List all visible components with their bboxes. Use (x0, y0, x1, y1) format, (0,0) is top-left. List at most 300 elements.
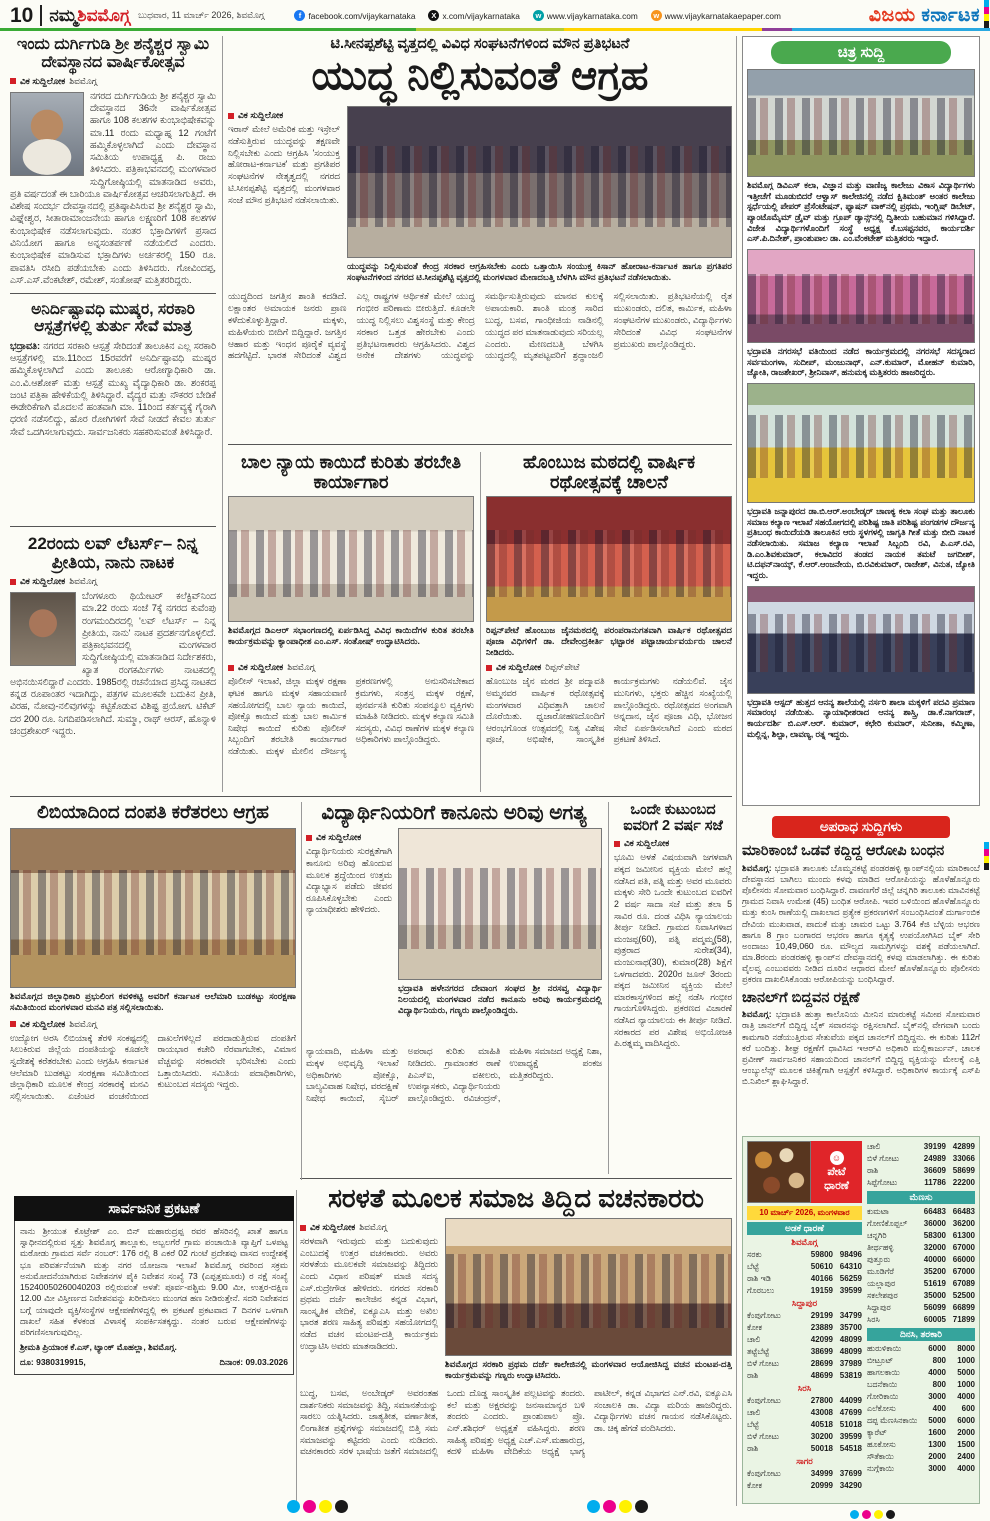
price-max: 54518 (839, 1444, 862, 1453)
byline-city: ಶಿವಮೊಗ್ಗ (69, 75, 98, 86)
article-headline: ಸರಳತೆ ಮೂಲಕ ಸಮಾಜ ತಿದ್ದಿದ ವಚನಕಾರರು (328, 1184, 704, 1213)
lead-story-row (228, 106, 732, 285)
price-rows-shimoga-cont (867, 1141, 975, 1189)
photo-caption: ಭದ್ರಾವತಿ ನಗರಸಭೆ ವತಿಯಿಂದ ನಡೆದ ಕಾರ್ಯಕ್ರಮದಲ್ಲಿ ನಗರಸಭೆ ಸದಸ್ಯರಾದ ಸರ್ವಮಂಗಳಾ, ಸುದೀಪ್, ಮಂಜುನಾಥ್, ಎನ್.ಕುಮಾರ್, ಮೋಹನ್ ಕುಮಾರಿ, ಜ್ಯೋತಿ, ರಾಜಶೇಖರ್, ಶ್ರೀನಿವಾಸ್, ಹನುಮಕ್ಕ ಮತ್ತಿತರರು ಹಾಜರಿದ್ದರು. (747, 346, 975, 378)
vegetables-section-header: ದಿನಸಿ, ತರಕಾರಿ (867, 1328, 975, 1341)
crime-section-title: ಅಪರಾಧ ಸುದ್ದಿಗಳು (772, 816, 950, 838)
x-icon: X (428, 10, 439, 21)
cyan-mark (984, 842, 989, 849)
byline (228, 110, 340, 121)
strip-purple (762, 28, 792, 31)
market-city-subheader: ಸಿದ್ದಾಪುರ (791, 1298, 818, 1308)
price-max: 66899 (952, 1303, 975, 1312)
price-rows-shimoga (747, 1249, 862, 1297)
price-min: 51619 (923, 1279, 946, 1288)
price-min: 11786 (924, 1178, 946, 1187)
byline-city: ಶಿವಮೊಗ್ಗ (69, 576, 98, 587)
price-item-name: ನುಗ್ಗೆಕಾಯಿ (867, 1464, 895, 1473)
kicker: ಟಿ.ಸೀನಪ್ಪಶೆಟ್ಟಿ ವೃತ್ತದಲ್ಲಿ ವಿವಿಧ ಸಂಘಟನೆಗಳಿಂದ ಮೌನ ಪ್ರತಿಭಟನೆ (330, 36, 630, 52)
price-item-name: ಸೌತೆಕಾಯಿ (867, 1452, 894, 1461)
price-min: 20999 (810, 1481, 833, 1490)
strip-green (0, 28, 416, 31)
notice-text: ನಾನು ಶ್ರೀಯುತ ಕೊಟ್ರೇಶ್ ಎಂ. ಬಿನ್ ಮಹಾರುದ್ರಪ್ಪ ರವರ ಹೆಸರಿನಲ್ಲಿ ಖಾತೆ ಹಾಗೂ ಸ್ವಾಧೀನದಲ್ಲಿರುವ ಸ್ವತ್ತು ಶಿವಮೊಗ್ಗ ತಾಲ್ಲೂಕು, ಅಬ್ಬಲಗೆರೆ ಗ್ರಾಮ ಪಂಚಾಯಿತಿ ವ್ಯಾಪ್ತಿಗೆ ಒಳಪಟ್ಟ ಮಠೋಡು ಗ್ರಾಮದ ಸರ್ವೆ ನಂಬರ್: 176 ರಲ್ಲಿ 8 ಎಕರೆ 02 ಗುಂಟೆ ಪ್ರದೇಶವು ವಾಸದ ಉದ್ದೇಶಕ್ಕೆ ಭೂ ಪರಿವರ್ತನೆಯಾಗಿ ಮತ್ತು ನಗರ ಯೋಜನಾ ಇಲಾಖೆ ಶಿವಮೊಗ್ಗ ರವರಿಂದ ಸಕ್ರಮ ಅನುಮೋದನೆಯಾಗಿರುವ ನಿವೇಶನಗಳ ಪೈಕಿ ನಿವೇಶನ ಸಂಖ್ಯೆ 73 (ಎಪ್ಪತ್ತಮೂರು) ರ ನಕ್ಷೆ ಸಂಖ್ಯೆ 15240050260040203 ರಲ್ಲಿರುವಂತೆ ಅಳತೆ: ಪೂರ್ವ-ಪಶ್ಚಿಮ 9.00 ಮೀ, ಉತ್ತರ-ದಕ್ಷಿಣ 12.00 ಮೀ ವಿಸ್ತೀರ್ಣದ ನಿವೇಶನವನ್ನು ಖರೀದಿಸಲು ಮುಂಗಡ ಹಣ ನೀಡಿರುತ್ತೇನೆ. ಸದರಿ ನಿವೇಶನದ ಬಗ್ಗೆ ಯಾವುದೇ ವ್ಯಕ್ತಿ/ಸಂಸ್ಥೆಗಳ ಆಕ್ಷೇಪಣೆಗಳಿದ್ದಲ್ಲಿ ಈ ಪ್ರಕಟಣೆ ಪ್ರಕಟವಾದ 7 ದಿನಗಳ ಒಳಗಾಗಿ ದಾಖಲೆ ಸಹಿತ ಕೆಳಕಂಡ ವಿಳಾಸಕ್ಕೆ ಸಂಪರ್ಕಿಸತಕ್ಕದ್ದು. ನಂತರ ಬರುವ ಆಕ್ಷೇಪಣೆಗಳನ್ನು ಪರಿಗಣಿಸಲಾಗುವುದಿಲ್ಲ. (20, 1226, 288, 1337)
price-row (867, 1403, 975, 1415)
arecanut-section-header: ಅಡಕೆ ಧಾರಣೆ (747, 1222, 862, 1235)
byline-agency: ವಿಕ ಸುದ್ದಿಲೋಕ (20, 75, 66, 86)
epaper-link[interactable] (651, 10, 781, 21)
price-max: 1000 (957, 1356, 975, 1365)
price-min: 29199 (810, 1311, 833, 1320)
article-vidya (306, 802, 602, 1174)
graduation-kids-photo (747, 586, 975, 694)
byline-city: ರಿಪ್ಪನ್‌ಪೇಟೆ (545, 662, 580, 673)
magenta-dot (862, 1510, 871, 1519)
price-item-name: ಕೆಂಪುಗೋಟು (747, 1469, 781, 1478)
masthead-color-strip (0, 28, 990, 31)
divider (228, 444, 732, 445)
price-min: 400 (932, 1404, 946, 1413)
price-min: 40166 (810, 1274, 833, 1283)
price-item-name: ರಾಶಿ ಇಡಿ (747, 1274, 771, 1283)
price-row (867, 1439, 975, 1451)
globe-icon: w (651, 10, 662, 21)
price-item-name: ಬಿಳೆ ಗೋಟು (747, 1359, 780, 1368)
price-item-name: ಕುಮಟಾ (867, 1207, 889, 1216)
price-min: 56099 (923, 1303, 946, 1312)
price-max: 58699 (952, 1166, 975, 1175)
price-max: 35700 (839, 1323, 862, 1332)
website-link[interactable] (533, 10, 638, 21)
magenta-dot (303, 1500, 316, 1513)
price-min: 50018 (810, 1444, 833, 1453)
price-row (747, 1346, 862, 1358)
yellow-dot (619, 1500, 632, 1513)
column-rule (296, 1190, 297, 1504)
yellow-mark (984, 856, 989, 863)
yellow-dot (874, 1510, 883, 1519)
chef-icon: ☺ (830, 1151, 844, 1165)
vachana-row (300, 1218, 732, 1384)
magenta-mark (984, 849, 989, 856)
price-row (747, 1334, 862, 1346)
yellow-dot (319, 1500, 332, 1513)
price-row (747, 1407, 862, 1419)
price-item-name: ಬೆಟ್ಟೆ (747, 1420, 759, 1429)
left-column (10, 36, 216, 774)
price-min: 19159 (810, 1286, 833, 1295)
photo-caption: ಶಿವಮೊಗ್ಗದ ಸರಕಾರಿ ಪ್ರಥಮ ದರ್ಜೆ ಕಾಲೇಜಿನಲ್ಲಿ ಮಂಗಳವಾರ ಆಯೋಜಿಸಿದ್ದ ವಚನ ಮಂಟಪ-ದತ್ತಿ ಕಾರ್ಯಕ್ರಮವನ್ನು ಗಣ್ಯರು ಉದ್ಘಾಟಿಸಿದರು. (445, 1359, 732, 1380)
protest-photo (347, 106, 732, 258)
price-min: 1600 (928, 1428, 946, 1437)
price-max: 52500 (952, 1291, 975, 1300)
article-headline: ಬಾಲ ನ್ಯಾಯ ಕಾಯಿದೆ ಕುರಿತು ತರಬೇತಿ ಕಾರ್ಯಾಗಾರ (241, 452, 461, 493)
price-item-name: ಹುರುಳಿಕಾಯಿ (867, 1344, 902, 1353)
byline-bullet-icon (306, 835, 312, 841)
price-item-name: ಸಿಪ್ಪೆಗೋಟು (867, 1178, 898, 1187)
logo-second-word: ಕರ್ನಾಟಕ (921, 4, 980, 26)
market-rates-box (742, 1136, 980, 1504)
strip-blue (792, 28, 990, 31)
price-max: 67000 (952, 1267, 975, 1276)
vidya-photo-block (398, 828, 602, 1042)
crime-body (742, 863, 980, 986)
price-max: 44099 (839, 1396, 862, 1405)
byline (228, 662, 474, 673)
price-row (747, 1395, 862, 1407)
byline-city: ಶಿವಮೊಗ್ಗ (69, 1018, 98, 1029)
price-min: 36609 (923, 1166, 946, 1175)
price-max: 48099 (839, 1347, 862, 1356)
cyan-dot (287, 1500, 300, 1513)
byline-bullet-icon (10, 579, 16, 585)
price-min: 42099 (810, 1335, 833, 1344)
article-mushkara (10, 301, 216, 519)
article-intro: ಸರಳವಾಗಿ ಇರುವುದು ಮತ್ತು ಬದುಕುವುದು ಎಂಬುದಕ್ಕೆ ಉತ್ತರ ವಚನಕಾರರು. ಅವರು ಸರಳತೆಯ ಮೂಲಕವೇ ಸಮಾಜವನ್ನು ತಿದ್ದಿದರು ಎಂದು ವಿಧಾನ ಪರಿಷತ್ ಮಾಜಿ ಸದಸ್ಯ ಎಸ್.ರುದ್ರೇಗೌಡ ಹೇಳಿದರು. ನಗರದ ಸರಕಾರಿ ಪ್ರಥಮ ದರ್ಜೆ ಕಾಲೇಜಿನ ಕನ್ನಡ ವಿಭಾಗ, ಸಾಂಸ್ಕೃತಿಕ ವೇದಿಕೆ, ಐಕ್ಯೂಎಸಿ ಮತ್ತು ಅಖಿಲ ಭಾರತ ಶರಣ ಸಾಹಿತ್ಯ ಪರಿಷತ್ತು ಸಹಯೋಗದಲ್ಲಿ ನಡೆದ ವಚನ ಮಂಟಪ-ದತ್ತಿ ಕಾರ್ಯಕ್ರಮ ಉದ್ಘಾಟಿಸಿ ಅವರು ಮಾತನಾಡಿದರು. (300, 1236, 438, 1351)
photo-news-box (742, 36, 980, 806)
price-max: 61300 (952, 1231, 975, 1240)
price-item-name: ಬೀಟ್ರೂಟ್ (867, 1356, 894, 1365)
registration-strip (984, 842, 989, 870)
price-row (867, 1278, 975, 1290)
market-title (811, 1141, 862, 1203)
price-max: 37699 (839, 1469, 862, 1478)
price-rows-siddapura (747, 1310, 862, 1382)
photo-caption: ಭದ್ರಾವತಿ ಹಳೇನಗರದ ದೇವಾಂಗ ಸಂಘದ ಶ್ರೀ ನರಸವ್ವ ವಿದ್ಯಾರ್ಥಿ ನಿಲಯದಲ್ಲಿ ಮಂಗಳವಾರ ನಡೆದ ಕಾನೂನು ಅರಿವು ಕಾರ್ಯಕ್ರಮದಲ್ಲಿ ವಿದ್ಯಾರ್ಥಿನಿಯರು, ಗಣ್ಯರು ಪಾಲ್ಗೊಂಡಿದ್ದರು. (398, 983, 602, 1016)
strip-yellow (564, 28, 762, 31)
facebook-icon: f (294, 10, 305, 21)
price-min: 60005 (923, 1315, 946, 1324)
article-body (10, 90, 216, 286)
byline-bullet-icon (228, 113, 234, 119)
price-max: 34799 (839, 1311, 862, 1320)
byline-bullet-icon (10, 78, 16, 84)
price-row (867, 1314, 975, 1326)
price-max: 34290 (839, 1481, 862, 1490)
market-right-column (867, 1141, 975, 1492)
price-min: 30200 (810, 1432, 833, 1441)
students-photo (398, 828, 602, 980)
price-item-name: ಚಾಲಿ (867, 1142, 881, 1151)
price-row (747, 1480, 862, 1492)
price-item-name: ಕೆಂಪುಗೋಟು (747, 1311, 781, 1320)
price-max: 66483 (952, 1207, 975, 1216)
byline (486, 662, 732, 673)
price-max: 42899 (952, 1142, 975, 1151)
cmyk-registration-dots (587, 1500, 648, 1513)
stage-event-photo (747, 249, 975, 343)
price-item-name: ಗೊರಬಲು (747, 1286, 775, 1295)
price-max: 2000 (957, 1428, 975, 1437)
price-max: 67089 (952, 1279, 975, 1288)
market-left-column (747, 1141, 862, 1492)
price-item-name: ಕೆಂಪುಗೋಟು (747, 1396, 781, 1405)
price-min: 39199 (923, 1142, 946, 1151)
price-row (747, 1261, 862, 1273)
crime-headline: ಮಾರಿಕಾಂಬೆ ಒಡವೆ ಕದ್ದಿದ್ದ ಆರೋಪಿ ಬಂಧನ (742, 843, 945, 859)
lead-intro-column (228, 106, 340, 285)
byline-bullet-icon (300, 1225, 306, 1231)
byline-bullet-icon (10, 1021, 16, 1027)
price-row (867, 1242, 975, 1254)
article-text: ನಗರದ ದುರ್ಗಿಗುಡಿಯ ಶ್ರೀ ಶನೈಶ್ಚರ ಸ್ವಾಮಿ ದೇವಸ್ಥಾನದ 36ನೇ ವಾರ್ಷಿಕೋತ್ಸವ ಹಾಗೂ 108 ಕಲಶಗಳ ಕುಂಭಾಭಿಷೇಕವನ್ನು ಮಾ.11 ರಂದು ಮಧ್ಯಾಹ್ನ 12 ಗಂಟೆಗೆ ಹಮ್ಮಿಕೊಳ್ಳಲಾಗಿದೆ ಎಂದು ದೇವಸ್ಥಾನ ಸಮಿತಿಯ ಉಪಾಧ್ಯಕ್ಷ ಪಿ. ರಾಜು ತಿಳಿಸಿದರು. ಪತ್ರಿಕಾಭವನದಲ್ಲಿ ಮಂಗಳವಾರ ಸುದ್ದಿಗೋಷ್ಠಿಯಲ್ಲಿ ಮಾತನಾಡಿದ ಅವರು, ಪ್ರತಿ ವರ್ಷದಂತೆ ಈ ಬಾರಿಯೂ ವಾರ್ಷಿಕೋತ್ಸವ ಆಚರಿಸಲಾಗುತ್ತಿದೆ. ಈ ವಿಶೇಷ ಸಂದರ್ಭ ದೇವಸ್ಥಾನದಲ್ಲಿ ಪ್ರತಿಷ್ಠಾಪಿಸಿರುವ ಶ್ರೀ ಶನೈಶ್ಚರ ಸ್ವಾಮಿ, ವಿಘ್ನೇಶ್ವರ, ಸೀತಾರಾಮಾಂಜನೇಯ ಹಾಗೂ ಲಕ್ಷ್ಮಣರಿಗೆ 108 ಕಲಶಗಳ ಕುಂಭಾಭಿಷೇಕ ನಡೆಸಲಾಗುವುದು. ನಂತರ ಭಕ್ತಾದಿಗಳಿಗೆ ಪ್ರಸಾದ ವಿನಿಯೋಗ ಹಾಗೂ ಅನ್ನಸಂತರ್ಪಣೆ ನಡೆಯಲಿದೆ ಎಂದರು. ಕುಂಭಾಭಿಷೇಕ ಮಾಡಿಸುವ ಭಕ್ತಾದಿಗಳು ಅರ್ಚಕರಲ್ಲಿ 150 ರೂ. ಪಾವತಿಸಿ ರಸೀದಿ ಪಡೆಯಬೇಕು ಎಂದು ತಿಳಿಸಿದರು. ಗೋವಿಂದಪ್ಪ, ಎಸ್.ಎಸ್.ವೆಂಕಟೇಶ್, ರಮೇಶ್, ಸಂತೋಷ್ ಮತ್ತಿತರರಿದ್ದರು. (10, 90, 216, 285)
black-mark (984, 863, 989, 870)
article-intro: ವಿದ್ಯಾರ್ಥಿನಿಯರು ಸುರಕ್ಷತೆಗಾಗಿ ಕಾನೂನು ಅರಿವು ಹೊಂದುವ ಮೂಲಕ ಶ್ರದ್ಧೆಯಿಂದ ಉತ್ತಮ ವಿದ್ಯಾಭ್ಯಾಸ ಪಡೆದು ಜೀವನ ರೂಪಿಸಿಕೊಳ್ಳಬೇಕು ಎಂದು ನ್ಯಾಯಾಧೀಶರು ಹೇಳಿದರು. (306, 846, 392, 915)
price-min: 3000 (928, 1392, 946, 1401)
price-item-name: ಬಿಳೆ ಗೋಟು (867, 1154, 900, 1163)
price-max: 37989 (839, 1359, 862, 1368)
price-max: 64310 (839, 1262, 862, 1271)
price-row (867, 1355, 975, 1367)
article-onde (614, 802, 732, 1174)
market-masthead (747, 1141, 862, 1203)
price-max: 4000 (957, 1392, 975, 1401)
price-min: 58300 (923, 1231, 946, 1240)
price-max: 71899 (952, 1315, 975, 1324)
article-text: ಬೆಂಗಳೂರು ಥಿಯೇಟರ್ ಕಲೆಕ್ಟಿವ್‌ನಿಂದ ಮಾ.22 ರಂದು ಸಂಜೆ 7ಕ್ಕೆ ನಗರದ ಕುವೆಂಪು ರಂಗಮಂದಿರದಲ್ಲಿ 'ಲವ್ ಲೆಟರ್ಸ್ – ನಿನ್ನ ಪ್ರೀತಿಯ, ನಾನು' ನಾಟಕ ಪ್ರದರ್ಶನಗೊಳ್ಳಲಿದೆ. ಪತ್ರಿಕಾಭವನದಲ್ಲಿ ಮಂಗಳವಾರ ಸುದ್ದಿಗೋಷ್ಠಿಯಲ್ಲಿ ಮಾತನಾಡಿದ ನಿರ್ದೇಶಕರು, ಖ್ಯಾತ ರಂಗಕರ್ಮಿಗಳು ನಾಟಕದಲ್ಲಿ ಅಭಿನಯಿಸಲಿದ್ದಾರೆ ಎಂದರು. 1985ರಲ್ಲಿ ರಚನೆಯಾದ ಪ್ರಸಿದ್ಧ ನಾಟಕದ ಕನ್ನಡ ರೂಪಾಂತರ ಇದಾಗಿದ್ದು, ಪತ್ರಗಳ ಮೂಲಕವೇ ಬದುಕಿನ ಪ್ರೀತಿ, ವಿರಹ, ನೋವು-ನಲಿವುಗಳನ್ನು ಕಟ್ಟಿಕೊಡುವ ವಿಶಿಷ್ಟ ಪ್ರಯೋಗ. ಟಿಕೆಟ್ ದರ 200 ರೂ. ನಿಗದಿಪಡಿಸಲಾಗಿದೆ. ಸುಮ್ಮಾ, ರಾಥ್ ಆರಸ್, ಹೊನ್ನಾಳಿ ಚಂದ್ರಶೇಖರ್ ಇದ್ದರು. (10, 591, 216, 736)
facebook-url: facebook.com/vijaykarnataka (308, 10, 416, 21)
price-item-name: ಚಾಲಿ (747, 1408, 761, 1417)
byline (10, 1019, 296, 1030)
column-rule (222, 36, 223, 792)
lead-body-text: ಯುದ್ಧದಿಂದ ಜಗತ್ತಿನ ಶಾಂತಿ ಕದಡಿದೆ. ಲಕ್ಷಾಂತರ ಅಮಾಯಕ ಜನರು ಪ್ರಾಣ ಕಳೆದುಕೊಳ್ಳುತ್ತಿದ್ದಾರೆ. ಮಕ್ಕಳು, ಮಹಿಳೆಯರು ಬೀದಿಗೆ ಬಿದ್ದಿದ್ದಾರೆ. ಜಗತ್ತಿನ ಆಹಾರ ಮತ್ತು ಇಂಧನ ಪೂರೈಕೆ ವ್ಯವಸ್ಥೆ ಹದಗೆಟ್ಟಿದೆ. ಭಾರತ ಸೇರಿದಂತೆ ವಿಶ್ವದ ಎಲ್ಲ ರಾಷ್ಟ್ರಗಳ ಆರ್ಥಿಕತೆ ಮೇಲೆ ಯುದ್ಧ ಗಂಭೀರ ಪರಿಣಾಮ ಬೀರುತ್ತಿದೆ. ಕೂಡಲೇ ಯುದ್ಧ ನಿಲ್ಲಿಸಲು ವಿಶ್ವಸಂಸ್ಥೆ ಮತ್ತು ಕೇಂದ್ರ ಸರಕಾರ ಒತ್ತಡ ಹೇರಬೇಕು ಎಂದು ಪ್ರತಿಭಟನಾಕಾರರು ಆಗ್ರಹಿಸಿದರು. ವಿಶ್ವದ ಅನೇಕ ದೇಶಗಳು ಯುದ್ಧವನ್ನು ಸಮರ್ಥಿಸುತ್ತಿರುವುದು ಮಾನವ ಕುಲಕ್ಕೆ ಅಪಾಯಕಾರಿ. ಶಾಂತಿ ಮಂತ್ರ ಸಾರಿದ ಬುದ್ಧ, ಬಸವ, ಗಾಂಧೀಜಿಯ ನಾಡಿನಲ್ಲಿ ಯುದ್ಧದ ಪರ ಮಾತನಾಡುವುದು ಸರಿಯಲ್ಲ ಎಂದರು. ಮೇಣದಬತ್ತಿ ಬೆಳಗಿಸಿ ಯುದ್ಧದಲ್ಲಿ ಮೃತಪಟ್ಟವರಿಗೆ ಶ್ರದ್ಧಾಂಜಲಿ ಸಲ್ಲಿಸಲಾಯಿತು. ಪ್ರತಿಭಟನೆಯಲ್ಲಿ ರೈತ ಮುಖಂಡರು, ದಲಿತ, ಕಾರ್ಮಿಕ, ಮಹಿಳಾ ಸಂಘಟನೆಗಳ ಮುಖಂಡರು, ವಿದ್ಯಾರ್ಥಿಗಳು ಸೇರಿದಂತೆ ವಿವಿಧ ಸಂಘಟನೆಗಳ ಪ್ರಮುಖರು ಪಾಲ್ಗೊಂಡಿದ್ದರು. (228, 291, 732, 361)
price-item-name: ಸಿರಸಿ (867, 1315, 880, 1324)
lead-photo-block (347, 106, 732, 285)
price-row (867, 1379, 975, 1391)
price-row (867, 1302, 975, 1314)
byline-bullet-icon (614, 841, 620, 847)
price-item-name: ಬದನೆಕಾಯಿ (867, 1380, 898, 1389)
notice-footer (20, 1342, 288, 1353)
divider (300, 1178, 732, 1179)
column-rule (301, 802, 302, 1180)
magenta-dot (603, 1500, 616, 1513)
byline-agency: ವಿಕ ಸುದ್ದಿಲೋಕ (20, 1018, 66, 1029)
price-rows-sirsi (747, 1395, 862, 1455)
article-text: ಪೊಲೀಸ್ ಇಲಾಖೆ, ಜಿಲ್ಲಾ ಮಕ್ಕಳ ರಕ್ಷಣಾ ಘಟಕ ಹಾಗೂ ಮಕ್ಕಳ ಸಹಾಯವಾಣಿ ಸಹಯೋಗದಲ್ಲಿ ಬಾಲ ನ್ಯಾಯ ಕಾಯಿದೆ, ಪೋಕ್ಸೊ ಕಾಯಿದೆ ಮತ್ತು ಬಾಲ ಕಾರ್ಮಿಕ ನಿಷೇಧ ಕಾಯಿದೆ ಕುರಿತು ಪೊಲೀಸ್ ಸಿಬ್ಬಂದಿಗೆ ತರಬೇತಿ ಕಾರ್ಯಾಗಾರ ನಡೆಯಿತು. ಮಕ್ಕಳ ಮೇಲಿನ ದೌರ್ಜನ್ಯ ಪ್ರಕರಣಗಳಲ್ಲಿ ಅನುಸರಿಸಬೇಕಾದ ಕ್ರಮಗಳು, ಸಂತ್ರಸ್ತ ಮಕ್ಕಳ ರಕ್ಷಣೆ, ಪುನರ್ವಸತಿ ಕುರಿತು ಸಂಪನ್ಮೂಲ ವ್ಯಕ್ತಿಗಳು ಮಾಹಿತಿ ನೀಡಿದರು. ಮಕ್ಕಳ ಕಲ್ಯಾಣ ಸಮಿತಿ ಸದಸ್ಯರು, ವಿವಿಧ ಠಾಣೆಗಳ ಮಕ್ಕಳ ಕಲ್ಯಾಣ ಅಧಿಕಾರಿಗಳು ಪಾಲ್ಗೊಂಡಿದ್ದರು. (228, 676, 474, 756)
column-rule (608, 802, 609, 1174)
x-link[interactable] (428, 10, 519, 21)
price-max: 67000 (952, 1243, 975, 1252)
notice-signer: ಶ್ರೀಮತಿ ಪ್ರಿಯಾಂಕ ಕೆ.ಎಸ್, ಟ್ಯಾಂಕ್ ಮೊಹಲ್ಲಾ, ಶಿವಮೊಗ್ಗ. (20, 1342, 177, 1353)
vachana-text-column (300, 1218, 438, 1384)
pepper-section-header: ಮೆಣಸು (867, 1191, 975, 1204)
price-row (747, 1431, 862, 1443)
price-rows-sagara (747, 1468, 862, 1492)
price-row (747, 1285, 862, 1297)
byline-agency: ವಿಕ ಸುದ್ದಿಲೋಕ (310, 1222, 356, 1233)
price-max: 22200 (952, 1178, 975, 1187)
epaper-url: www.vijaykarnatakaepaper.com (664, 10, 781, 21)
lead-intro-text: ಇರಾನ್ ಮೇಲೆ ಅಮೆರಿಕ ಮತ್ತು ಇಸ್ರೇಲ್ ನಡೆಸುತ್ತಿರುವ ಯುದ್ಧವನ್ನು ತಕ್ಷಣವೇ ನಿಲ್ಲಿಸಬೇಕು ಎಂದು ಆಗ್ರಹಿಸಿ 'ಸಂಯುಕ್ತ ಹೋರಾಟ-ಕರ್ನಾಟಕ' ಮತ್ತು ಪ್ರಗತಿಪರ ಸಂಘಟನೆಗಳ ನೇತೃತ್ವದಲ್ಲಿ ನಗರದ ಟಿ.ಸೀನಪ್ಪಶೆಟ್ಟಿ ವೃತ್ತದಲ್ಲಿ ಮಂಗಳವಾರ ಸಂಜೆ ಮೌನ ಪ್ರತಿಭಟನೆ ನಡೆಸಲಾಯಿತು. (228, 124, 340, 205)
edition-prefix: ನಮ್ಮ (49, 5, 78, 25)
temple-photo (486, 496, 732, 622)
article-text: ನಗರದ ಸರಕಾರಿ ಆಸ್ಪತ್ರೆ ಸೇರಿದಂತೆ ತಾಲೂಕಿನ ಎಲ್ಲ ಸರಕಾರಿ ಆಸ್ಪತ್ರೆಗಳಲ್ಲಿ ಮಾ.11ರಿಂದ 15ರವರೆಗೆ ಅನಿರ್ದಿಷ್ಟಾವಧಿ ಮುಷ್ಕರ ಹಮ್ಮಿಕೊಳ್ಳಲಾಗಿದೆ ಎಂದು ತಾಲೂಕು ಆರೋಗ್ಯಾಧಿಕಾರಿ ಡಾ. ಎಂ.ವಿ.ಆಶೋಕ್ ಮತ್ತು ಆಸ್ಪತ್ರೆ ಮುಖ್ಯ ವೈದ್ಯಾಧಿಕಾರಿ ಡಾ. ಶಂಕರಪ್ಪ ಜಂಟಿ ಪತ್ರಿಕಾ ಹೇಳಿಕೆಯಲ್ಲಿ ತಿಳಿಸಿದ್ದಾರೆ. ವೈದ್ಯರ ಮತ್ತು ನೌಕರರ ಬೇಡಿಕೆ ಈಡೇರಿಕೆಗಾಗಿ ಮೊದಲನೆ ಹಂತವಾಗಿ ಮಾ. 11ರಿಂದ ಕರ್ತವ್ಯಕ್ಕೆ ಗೈರಾಗಿ ಧರಣಿ ನಡೆಸಲಿದ್ದು, ಹೊರ ರೋಗಿಗಳಿಗೆ ಸೇವೆ ನೀಡದೆ ಕೇವಲ ತುರ್ತು ಸೇವೆ ಒದಗಿಸಲಾಗುವುದು. ಸಾರ್ವಜನಿಕರು ಸಹಕರಿಸುವಂತೆ ತಿಳಿಸಿದ್ದಾರೆ. (10, 340, 216, 437)
masthead (10, 3, 980, 28)
crime-text: ಭದ್ರಾವತಿ ಹುತ್ತಾ ಕಾಲೊನಿಯ ಮೀನಿನ ಮಾರುಕಟ್ಟೆ ಸಮೀಪ ಸೋಮವಾರ ರಾತ್ರಿ ಚಾನಲ್‌ಗೆ ಬಿದ್ದಿದ್ದ ಬೈಕ್ ಸವಾರನನ್ನು ರಕ್ಷಿಸಲಾಗಿದೆ. ಬೈಕ್‌ನಲ್ಲಿ ವೇಗವಾಗಿ ಬಂದು ಕಾಮಗಾರಿ ನಡೆಯುತ್ತಿರುವ ಸೇತುವೆಯ ಪಕ್ಕದ ಚಾನಲ್‌ಗೆ ಬಿದ್ದಿದ್ದನು. ಈ ಕುರಿತು 112ಗೆ ಕರೆ ಬಂದಿತ್ತು. ಶೀಘ್ರ ರಕ್ಷಣೆಗೆ ಧಾವಿಸಿದ ಇಆರ್‌ವಿ ಅಧಿಕಾರಿ ಮಲ್ಲಿಕಾರ್ಜುನ್, ಚಾಲಕ ಪ್ರವೀಣ್ ಸಾರ್ವಜನಿಕರ ಸಹಾಯದಿಂದ ಚಾನಲ್‌ಗೆ ಬಿದ್ದಿದ್ದ ವ್ಯಕ್ತಿಯನ್ನು ಮೇಲಕ್ಕೆ ಎತ್ತಿ ಆಂಬ್ಯುಲೆನ್ಸ್ ಮೂಲಕ ಚಿಕಿತ್ಸೆಗಾಗಿ ಆಸ್ಪತ್ರೆಗೆ ಕಳಿಸಿದ್ದಾರೆ. ಅಧಿಕಾರಿಗಳ ಕಾರ್ಯಕ್ಕೆ ಎಸ್‌ಪಿ ಬಿ.ನಿಖಿಲ್ ಶ್ಲಾಘಿಸಿದ್ದಾರೆ. (742, 1009, 980, 1087)
article-durgigudi (10, 36, 216, 286)
price-min: 48699 (810, 1371, 833, 1380)
byline-bullet-icon (228, 665, 234, 671)
article-hombuja (486, 452, 732, 792)
price-max: 6000 (957, 1416, 975, 1425)
price-max: 2400 (957, 1452, 975, 1461)
price-item-name: ಕ್ಯಾರೆಟ್ (867, 1428, 887, 1437)
price-row (867, 1367, 975, 1379)
crime-text: ಭದ್ರಾವತಿ ತಾಲೂಕು ಬೊಮ್ಮನಕಟ್ಟೆ ಪಂಡರಹಳ್ಳಿ ಕ್ಯಾಂಪ್‌ನಲ್ಲಿಯ ಮಾರಿಕಾಂಬೆ ದೇವಸ್ಥಾನದ ಬಾಗಿಲು ಮುಂದು ಕಳವು ಮಾಡಿದ ಆರೋಪಿಯನ್ನು ಹೊಳೆಹೊನ್ನೂರು ಪೊಲೀಸರು ಸೋಮವಾರ ಬಂಧಿಸಿದ್ದಾರೆ. ದಾವಣಗೆರೆ ಜಿಲ್ಲೆ ಚನ್ನಗಿರಿ ತಾಲೂಕು ಮಾವಿನಕಟ್ಟೆ ಗ್ರಾಮದ ನಿವಾಸಿ ಉಮೇಶ (45) ಬಂಧಿತ ಆರೋಪಿ. ಇವರ ಬಳಿಯಿಂದ ಹೊಳೆಹೊನ್ನೂರು ಮತ್ತು ಕುಂಸಿ ಠಾಣೆಯಲ್ಲಿ ದಾಖಲಾದ ಪ್ರತ್ಯೇಕ ಪ್ರಕರಣಗಳಿಗೆ ಸಂಬಂಧಿಸಿದಂತೆ ದುರ್ಗಾಂಬಿಕ ದೇವಿಯ ಮುಖವಾಡ, ಪಾದುಕೆ ಮತ್ತು ಚಾಮರ ಒಟ್ಟು 3.764 ಕೆಜಿ ಬೆಳ್ಳಿಯ ಆಭರಣ ಹಾಗೂ 8 ಗ್ರಾಂ ಬಂಗಾರದ ಆಭರಣ ಹಾಗೂ ಕೃತ್ಯಕ್ಕೆ ಉಪಯೋಗಿಸಿದ ಬೈಕ್ ಸೇರಿ ಅಂದಾಜು 10,49,060 ರೂ. ಮೌಲ್ಯದ ಸಾಮಗ್ರಿಗಳನ್ನು ವಶಕ್ಕೆ ಪಡೆಯಲಾಗಿದೆ. ಮಾ.8ರಂದು ಪಂಡರಹಳ್ಳಿ ಕ್ಯಾಂಪ್‌ನ ದೇವಸ್ಥಾನದಲ್ಲಿ ಕಳವು ಮಾಡಲಾಗಿತ್ತು. ಈ ಕುರಿತು ವೈಲವ್ವ ಎಂಬುವವರು ನೀಡಿದ ದೂರಿನ ಆಧಾರದ ಮೇಲೆ ಹೊಳೆಹೊನ್ನೂರು ಪೊಲೀಸರು ಪ್ರಕರಣ ದಾಖಲಿಸಿಕೊಂಡು ಆರೋಪಿಯನ್ನು ಬಂಧಿಸಿದ್ದಾರೆ. (742, 862, 980, 985)
vidya-row (306, 828, 602, 1042)
price-max: 98496 (839, 1250, 862, 1259)
byline (614, 838, 732, 849)
notice-title: ಸಾರ್ವಜನಿಕ ಪ್ರಕಟಣೆ (14, 1196, 294, 1221)
lamp-lighting-photo (445, 1218, 732, 1356)
memorandum-photo (10, 828, 296, 988)
article-bala (228, 452, 481, 792)
photo-caption: ಯುದ್ಧವನ್ನು ನಿಲ್ಲಿಸುವಂತೆ ಕೇಂದ್ರ ಸರಕಾರ ಆಗ್ರಹಿಸಬೇಕು ಎಂದು ಒತ್ತಾಯಿಸಿ ಸಂಯುಕ್ತ ಕಿಸಾನ್ ಹೋರಾಟ-ಕರ್ನಾಟಕ ಹಾಗೂ ಪ್ರಗತಿಪರ ಸಂಘಟನೆಗಳಿಂದ ನಗರದ ಟಿ.ಸೀನಪ್ಪಶೆಟ್ಟಿ ವೃತ್ತದಲ್ಲಿ ಮಂಗಳವಾರ ಮೇಣದಬತ್ತಿ ಬೆಳಗಿಸಿ ಮೌನ ಪ್ರತಿಭಟನೆ ನಡೆಸಲಾಯಿತು. (347, 261, 732, 282)
byline-bullet-icon (486, 665, 492, 671)
price-max: 5000 (957, 1368, 975, 1377)
photo-caption: ಶಿವಮೊಗ್ಗದ ಜಿಲ್ಲಾಧಿಕಾರಿ ಪ್ರಭುಲಿಂಗ ಕವಳಿಕಟ್ಟಿ ಅವರಿಗೆ ಕರ್ನಾಟಕ ಆಲೆಮಾರಿ ಬುಡಕಟ್ಟು ಸಂರಕ್ಷಣಾ ಸಮಿತಿಯಿಂದ ಮಂಗಳವಾರ ಮನವಿ ಪತ್ರ ಸಲ್ಲಿಸಲಾಯಿತು. (10, 990, 296, 1012)
price-item-name: ದಪ್ಪ ಮೆಣಸಿನಕಾಯಿ (867, 1416, 917, 1425)
main-headline: ಯುದ್ಧ ನಿಲ್ಲಿಸುವಂತೆ ಆಗ್ರಹ (311, 54, 649, 99)
cmyk-registration-dots (850, 1510, 895, 1519)
market-title-line2: ಧಾರಣೆ (824, 1180, 849, 1192)
byline-city: ಶಿವಮೊಗ್ಗ (359, 1222, 388, 1233)
price-item-name: ಬೆಟ್ಟೆ (747, 1262, 759, 1271)
market-city-subheader: ಸಿರಸಿ (797, 1383, 812, 1393)
price-item-name: ರಾಶಿ (867, 1166, 879, 1175)
byline-agency: ವಿಕ ಸುದ್ದಿಲೋಕ (624, 838, 670, 849)
price-row (747, 1443, 862, 1455)
divider (10, 526, 216, 527)
article-headline: ಇಂದು ದುರ್ಗಿಗುಡಿ ಶ್ರೀ ಶನೈಶ್ಚರ ಸ್ವಾಮಿ ದೇವಸ್ಥಾನದ ವಾರ್ಷಿಕೋತ್ಸವ (16, 36, 210, 71)
byline-agency: ವಿಕ ಸುದ್ದಿಲೋಕ (238, 662, 284, 673)
photo-caption: ರಿಪ್ಪನ್‌ಪೇಟೆ ಹೊಂಬುಜ ಜೈನಮಠದಲ್ಲಿ ಪರಂಪರಾನುಗತವಾಗಿ ವಾರ್ಷಿಕ ರಥೋತ್ಸವದ ಪೂಜಾ ವಿಧಿಗಳಿಗೆ ಡಾ. ದೇವೇಂದ್ರಕೀರ್ತಿ ಭಟ್ಟಾರಕ ಪಟ್ಟಾಚಾರ್ಯವರ್ಯರು ಚಾಲನೆ ನೀಡಿದರು. (486, 625, 732, 658)
photo-caption: ಶಿವಮೊಗ್ಗ ಡಿವಿಎಸ್ ಕಲಾ, ವಿಜ್ಞಾನ ಮತ್ತು ವಾಣಿಜ್ಯ ಕಾಲೇಜು ವಿಕಾಸ ವಿದ್ಯಾರ್ಥಿಗಳು ಇತ್ತೀಚೆಗೆ ಮೂಡುಬಿದರೆ ಆಳ್ವಾಸ್ ಕಾಲೇಜಿನಲ್ಲಿ ನಡೆದ ಕ್ಷಿತಿಮಂತ್ ಅಂತರ ಕಾಲೇಜು ಸ್ಪರ್ಧೆಯಲ್ಲಿ ಪೇಪರ್ ಪ್ರೆಸೆಂಟೇಷನ್, ಫ್ಯಾಷನ್ ವಾಕ್‌ನಲ್ಲಿ ಪ್ರಥಮ, ಇಂಗ್ಲಿಷ್ ಡಿಬೇಟ್, ಪ್ಯಾಂಟೊಮೈಮ್ ಡ್ರೈವ್ ಮತ್ತು ಗ್ರೂಪ್ ಡ್ಯಾನ್ಸ್‌ನಲ್ಲಿ ದ್ವಿತೀಯ ಬಹುಮಾನ ಗಳಿಸಿದ್ದಾರೆ. ವಿಜೇತ ವಿದ್ಯಾರ್ಥಿಗಳೊಂದಿಗೆ ಸಂಸ್ಥೆ ಅಧ್ಯಕ್ಷ ಕೆ.ಬಸಪ್ಪನವರ, ಕಾರ್ಯದರ್ಶಿ ಎಸ್.ಪಿ.ದಿನೇಶ್, ಪ್ರಾಂಶುಪಾಲ ಡಾ. ಎಂ.ವೆಂಕಟೇಶ್ ಮತ್ತಿತರರು ಇದ್ದಾರೆ. (747, 180, 975, 244)
facebook-link[interactable] (294, 10, 415, 21)
article-headline: ಅನಿರ್ದಿಷ್ಟಾವಧಿ ಮುಷ್ಕರ, ಸರಕಾರಿ ಆಸ್ಪತ್ರೆಗಳಲ್ಲಿ ತುರ್ತು ಸೇವೆ ಮಾತ್ರ (31, 301, 195, 336)
price-item-name: ಕೋಕ (747, 1323, 762, 1332)
price-item-name: ಗೋಣಿಕೊಪ್ಪಲ್ (867, 1219, 908, 1228)
workshop-photo (228, 496, 474, 622)
price-min: 40000 (923, 1255, 946, 1264)
article-headline: 22ರಂದು ಲವ್ ಲೆಟರ್ಸ್– ನಿನ್ನ ಪ್ರೀತಿಯ, ನಾನು ನಾಟಕ (27, 534, 199, 573)
price-row (867, 1141, 975, 1153)
price-row (867, 1165, 975, 1177)
street-play-photo (747, 383, 975, 503)
vidya-text-column (306, 828, 392, 1042)
article-headline: ಲಿಬಿಯಾದಿಂದ ದಂಪತಿ ಕರೆತರಲು ಆಗ್ರಹ (36, 802, 270, 822)
price-row (747, 1419, 862, 1431)
yellow-mark (984, 14, 989, 21)
price-min: 27800 (810, 1396, 833, 1405)
price-min: 50610 (810, 1262, 833, 1271)
edition-title (49, 6, 130, 26)
price-min: 800 (932, 1356, 946, 1365)
price-max: 39599 (839, 1286, 862, 1295)
price-max: 53819 (839, 1371, 862, 1380)
article-text: ಉದ್ಯೋಗ ಅರಸಿ ಲಿಬಿಯಾಕ್ಕೆ ತೆರಳಿ ಸಂಕಷ್ಟದಲ್ಲಿ ಸಿಲುಕಿರುವ ಜಿಲ್ಲೆಯ ದಂಪತಿಯನ್ನು ಕೂಡಲೇ ಸ್ವದೇಶಕ್ಕೆ ಕರೆತರಬೇಕು ಎಂದು ಆಗ್ರಹಿಸಿ ಕರ್ನಾಟಕ ಆಲೆಮಾರಿ ಬುಡಕಟ್ಟು ಸಂರಕ್ಷಣಾ ಸಮಿತಿಯಿಂದ ಜಿಲ್ಲಾಧಿಕಾರಿ ಮೂಲಕ ಕೇಂದ್ರ ಸರಕಾರಕ್ಕೆ ಮನವಿ ಸಲ್ಲಿಸಲಾಯಿತು. ಏಜೆಂಟರ ವಂಚನೆಯಿಂದ ದಾಖಲೆಗಳಿಲ್ಲದೆ ಪರದಾಡುತ್ತಿರುವ ದಂಪತಿಗೆ ರಾಯಭಾರ ಕಚೇರಿ ನೆರವಾಗಬೇಕು, ವಿಮಾನ ವೆಚ್ಚವನ್ನು ಸರಕಾರವೇ ಭರಿಸಬೇಕು ಎಂದು ಒತ್ತಾಯಿಸಿದರು. ಸಮಿತಿಯ ಪದಾಧಿಕಾರಿಗಳು, ಕುಟುಂಬದ ಸದಸ್ಯರು ಇದ್ದರು. (10, 1032, 296, 1101)
dateline-lead: ಶಿವಮೊಗ್ಗ: (742, 862, 772, 873)
price-max: 48099 (839, 1335, 862, 1344)
price-item-name: ಯಲ್ಲಾಪುರ (867, 1279, 896, 1288)
price-row (867, 1254, 975, 1266)
price-row (867, 1343, 975, 1355)
price-row (867, 1463, 975, 1475)
newspaper-logo (869, 5, 980, 27)
price-max: 33066 (952, 1154, 975, 1163)
price-max: 1500 (957, 1440, 975, 1449)
crime-body (742, 1009, 980, 1087)
market-title-line1: ಪೇಟೆ (827, 1166, 846, 1179)
byline (10, 576, 216, 587)
notice-body (14, 1221, 294, 1375)
price-row (867, 1153, 975, 1165)
byline (306, 832, 392, 843)
price-item-name: ಮೂಡಿಗೆರೆ (867, 1267, 894, 1276)
globe-icon: w (533, 10, 544, 21)
social-links (294, 10, 781, 21)
price-min: 32000 (923, 1243, 946, 1252)
price-row (747, 1322, 862, 1334)
dateline-lead: ಭದ್ರಾವತಿ: (10, 340, 41, 351)
divider (10, 293, 216, 294)
byline-agency: ವಿಕ ಸುದ್ದಿಲೋಕ (20, 576, 66, 587)
price-min: 35200 (923, 1267, 946, 1276)
article-loveletters (10, 534, 216, 774)
article-text: ನ್ಯಾಯವಾದಿ, ಮಹಿಳಾ ಮತ್ತು ಮಕ್ಕಳ ಅಭಿವೃದ್ಧಿ ಇಲಾಖೆ ಅಧಿಕಾರಿಗಳು ಪೋಕ್ಸೊ, ಬಾಲ್ಯವಿವಾಹ ನಿಷೇಧ, ವರದಕ್ಷಿಣೆ ನಿಷೇಧ ಕಾಯಿದೆ, ಸೈಬರ್ ಅಪರಾಧ ಕುರಿತು ಮಾಹಿತಿ ನೀಡಿದರು. ಗ್ರಾಮಾಂತರ ಠಾಣೆ ಪಿಎಸ್‌ಐ, ವಕೀಲರು, ಉಪನ್ಯಾಸಕರು, ವಿದ್ಯಾರ್ಥಿನಿಯರು ಪಾಲ್ಗೊಂಡಿದ್ದರು. ರವಿಚಂದ್ರನ್, ಮಹಿಳಾ ಸಮಾಜದ ಅಧ್ಯಕ್ಷೆ ನಿಶಾ, ಉಪಾಧ್ಯಕ್ಷೆ ಪಂಕಜ ಮತ್ತಿತರರಿದ್ದರು. (306, 1046, 602, 1103)
black-dot (335, 1500, 348, 1513)
price-row (867, 1230, 975, 1242)
portrait-photo (10, 92, 84, 176)
price-row (747, 1358, 862, 1370)
date-line: ಬುಧವಾರ, 11 ಮಾರ್ಚ್ 2026, ಶಿವಮೊಗ್ಗ (138, 10, 265, 20)
price-min: 2000 (928, 1452, 946, 1461)
price-min: 28699 (810, 1359, 833, 1368)
price-item-name: ತಟ್ಟೆಬೆಟ್ಟೆ (747, 1347, 770, 1356)
lead-story (228, 36, 732, 437)
price-max: 66000 (952, 1255, 975, 1264)
price-min: 66483 (923, 1207, 946, 1216)
price-item-name: ಪುತ್ತೂರು (867, 1255, 891, 1264)
price-item-name: ಗೋರಿಕಾಯಿ (867, 1392, 899, 1401)
logo-first-word: ವಿಜಯ (868, 4, 916, 26)
price-item-name: ರಾಶಿ (747, 1371, 759, 1380)
black-mark (984, 21, 989, 28)
price-max: 600 (961, 1404, 975, 1413)
public-notice (14, 1196, 294, 1504)
price-rows-pepper (867, 1206, 975, 1326)
column-rule (736, 36, 737, 1506)
divider (10, 796, 732, 797)
price-item-name: ಬಿಳೆ ಗೋಟು (747, 1432, 780, 1441)
college-winners-photo (747, 69, 975, 177)
article-body (10, 340, 216, 438)
registration-strip (984, 0, 989, 28)
price-min: 6000 (928, 1344, 946, 1353)
market-city-subheader: ಸಾಗರ (796, 1456, 813, 1466)
market-city-subheader: ಶಿವಮೊಗ್ಗ (791, 1237, 818, 1247)
edition-city: ಶಿವಮೊಗ್ಗ (77, 5, 131, 25)
price-row (867, 1290, 975, 1302)
price-item-name: ಸಿದ್ದಾಪುರ (867, 1303, 891, 1312)
price-min: 1300 (928, 1440, 946, 1449)
magenta-mark (984, 7, 989, 14)
page-number: 10 (10, 5, 42, 26)
article-vachana (300, 1184, 732, 1504)
price-row (867, 1415, 975, 1427)
dateline-lead: ಶಿವಮೊಗ್ಗ: (742, 1009, 772, 1020)
byline-agency: ವಿಕ ಸುದ್ದಿಲೋಕ (496, 662, 542, 673)
